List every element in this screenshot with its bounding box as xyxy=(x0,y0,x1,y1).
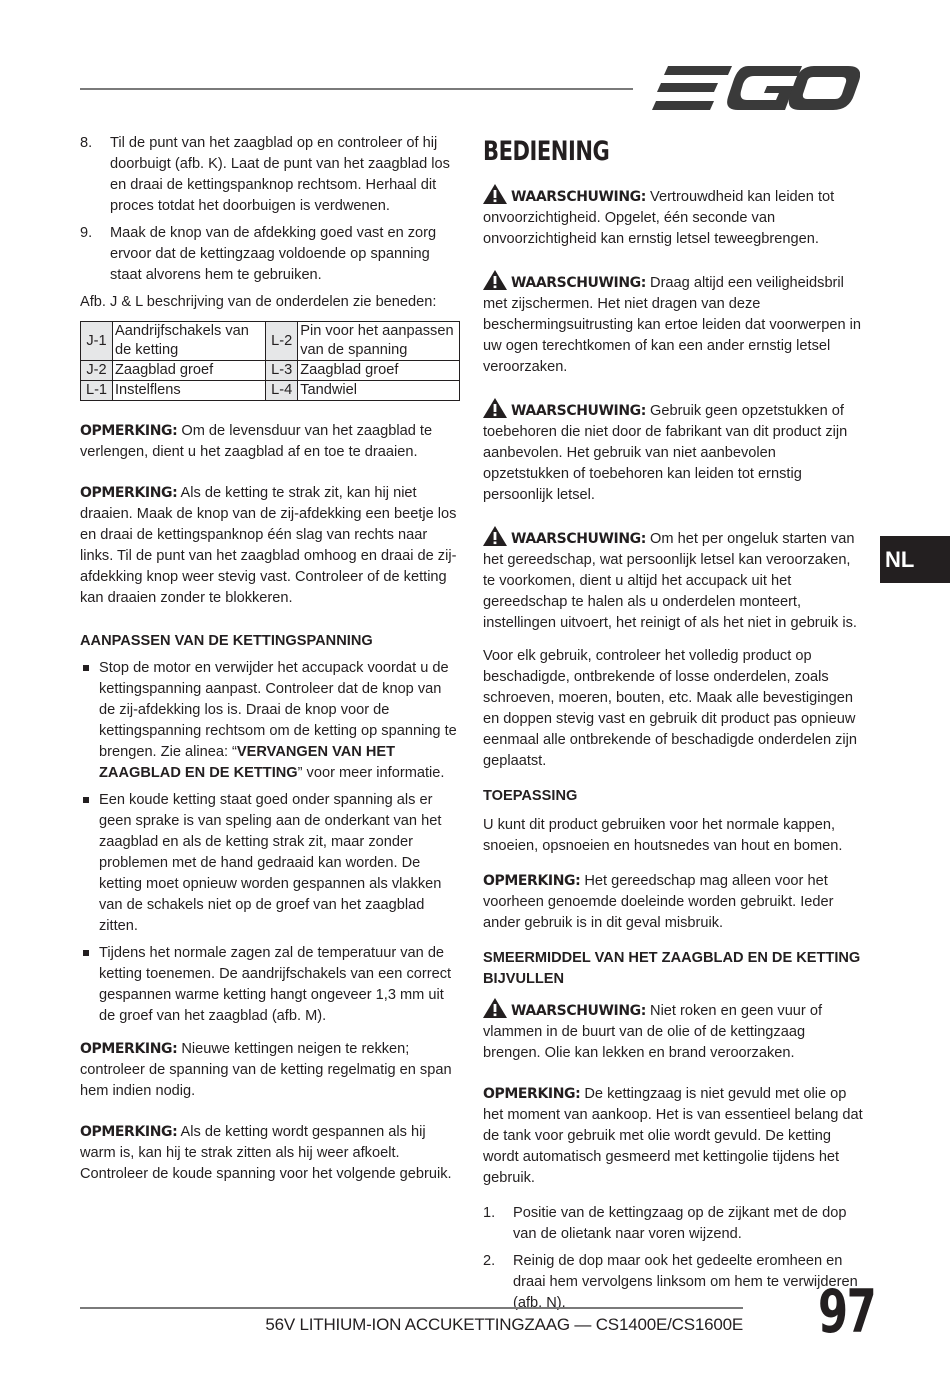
footer-rule xyxy=(80,1307,743,1309)
note: OPMERKING: Als de ketting wordt gespannen als hij warm is, kan hij te strak zitten als hij weer afkoelt. Controleer de koude spanning voor het volgende gebruik. xyxy=(80,1124,452,1182)
page-number: 97 xyxy=(818,1277,876,1347)
table-row: J-2 Zaagblad groef L-3 Zaagblad groef xyxy=(81,361,460,381)
warning-triangle-icon xyxy=(483,526,507,546)
note: OPMERKING: Om de levensduur van het zaagblad te verlengen, dient u het zaagblad af en toe te draaien. xyxy=(80,423,433,460)
list-item: 2. Reinig de dop maar ook het gedeelte eromheen en draai hem vervolgens linksom om hem te verwijderen (afb. N). xyxy=(483,1253,858,1311)
section-title: BEDIENING xyxy=(483,136,610,167)
parts-table xyxy=(80,321,460,401)
list-item: Een koude ketting staat goed onder spanning als er geen sprake is van speling aan de onderkant van het zaagblad en als de ketting strak zit, maar zonder problemen met de hand gedraaid kan worden. De ketting moet opnieuw worden gespannen als vlakken van de schakels niet op de groef van het zaagblad zitten. xyxy=(80,790,461,937)
figure-caption: Afb. J & L beschrijving van de onderdelen zie beneden: xyxy=(80,294,437,310)
section-heading: AANPASSEN VAN DE KETTINGSPANNING xyxy=(80,633,373,649)
bullet-square-icon xyxy=(83,950,89,956)
language-tab: NL xyxy=(880,536,950,583)
note: OPMERKING: De kettingzaag is niet gevuld met olie op het moment van aankoop. Het is van essentieel belang dat de tank voor gebruik met olie wordt gevuld. De ketting wordt automatisch gesmeerd met kettingolie tijdens het gebruik. xyxy=(483,1086,863,1186)
paragraph: U kunt dit product gebruiken voor het normale kappen, snoeien, opsnoeien en houtsnedes van hout en bomen. xyxy=(483,817,843,854)
left-column xyxy=(80,133,461,1185)
warning: WAARSCHUWING: Om het per ongeluk starten van het gereedschap, wat persoonlijk letsel kan veroorzaken, te voorkomen, dient u altijd het accupack uit het gereedschap te halen als u onderdelen monteert, instellingen uitvoert, het reinigt of als het niet in gebruik is. xyxy=(483,526,865,634)
bullet-list xyxy=(80,658,461,1027)
warning: WAARSCHUWING: Vertrouwdheid kan leiden tot onvoorzichtigheid. Opgelet, één seconde van onvoorzichtigheid kan ernstig letsel teweegbrengen. xyxy=(483,184,865,250)
step-list xyxy=(80,133,461,286)
note: OPMERKING: Nieuwe kettingen neigen te rekken; controleer de spanning van de ketting regelmatig en span hem indien nodig. xyxy=(80,1041,452,1099)
warning-triangle-icon xyxy=(483,998,507,1018)
bullet-square-icon xyxy=(83,665,89,671)
warning: WAARSCHUWING: Draag altijd een veiligheidsbril met zijschermen. Het niet dragen van deze beschermingsuitrusting kan ertoe leiden dat voorwerpen in uw ogen terechtkomen of kan een ander ernstig letsel veroorzaken. xyxy=(483,270,865,378)
section-heading: SMEERMIDDEL VAN HET ZAAGBLAD EN DE KETTING BIJVULLEN xyxy=(483,950,861,987)
warning-triangle-icon xyxy=(483,270,507,290)
note: OPMERKING: Het gereedschap mag alleen voor het voorheen genoemde doeleinde worden gebruikt. Ieder ander gebruik is in dit geval misbruik. xyxy=(483,873,834,931)
list-item: 8. Til de punt van het zaagblad op en controleer of hij doorbuigt (afb. K). Laat de punt van het zaagblad los en draai de kettingspanknop rechtsom. Herhaal dit proces totdat het doorbuigen is verdwenen. xyxy=(80,135,450,214)
table-row: J-1 Aandrijfschakels van de ketting L-2 Pin voor het aanpassen van de spanning xyxy=(81,322,460,361)
warning: WAARSCHUWING: Niet roken en geen vuur of vlammen in de buurt van de olie of de kettingzaag brengen. Olie kan lekken en brand veroorzaken. xyxy=(483,998,865,1064)
list-item: Tijdens het normale zagen zal de temperatuur van de ketting toenemen. De aandrijfschakels van een correct gespannen warme ketting hangt ongeveer 1,3 mm uit de groef van het zaagblad (afb. M). xyxy=(80,943,461,1027)
step-list xyxy=(483,1203,865,1314)
footer-title: 56V LITHIUM-ION ACCUKETTINGZAAG — CS1400E/CS1600E xyxy=(265,1315,743,1334)
note: OPMERKING: Als de ketting te strak zit, kan hij niet draaien. Maak de knop van de zij-afdekking een beetje los en draai de kettingspanknop één slag van rechts naar links. Til de punt van het zaagblad omhoog en draai de zij-afdekking knop weer stevig vast. Controleer of de ketting kan draaien zonder te blokkeren. xyxy=(80,485,457,606)
warning-triangle-icon xyxy=(483,184,507,204)
list-item: 9. Maak de knop van de afdekking goed vast en zorg ervoor dat de kettingzaag voldoende op spanning staat alvorens hem te gebruiken. xyxy=(80,225,437,283)
warning: WAARSCHUWING: Gebruik geen opzetstukken of toebehoren die niet door de fabrikant van dit product zijn aanbevolen. Het gebruik van niet aanbevolen opzetstukken of toebehoren kan leiden tot ernstig persoonlijk letsel. xyxy=(483,398,865,506)
right-column xyxy=(483,133,865,1320)
table-row: L-1 Instelflens L-4 Tandwiel xyxy=(81,381,460,401)
section-heading: TOEPASSING xyxy=(483,788,578,804)
header-rule xyxy=(80,88,633,90)
ego-logo xyxy=(652,66,860,110)
bullet-square-icon xyxy=(83,797,89,803)
paragraph: Voor elk gebruik, controleer het volledig product op beschadigde, ontbrekende of losse onderdelen, zoals schroeven, moeren, bouten, etc. Maak alle bevestigingen en doppen stevig vast en gebruik dit product pas opnieuw eenmaal alle ontbrekende of beschadigde onderdelen zijn geplaatst. xyxy=(483,648,858,769)
list-item: Stop de motor en verwijder het accupack voordat u de kettingspanning aanpast. Controleer dat de knop van de zij-afdekking los is. Draai de knop voor de kettingspanning rechtsom om de ketting op spanning te brengen. Zie alinea: “VERVANGEN VAN HET ZAAGBLAD EN DE KETTING” voor meer informatie. xyxy=(80,658,461,784)
list-item: 1. Positie van de kettingzaag op de zijkant met de dop van de olietank naar voren wijzend. xyxy=(483,1205,847,1242)
warning-triangle-icon xyxy=(483,398,507,418)
